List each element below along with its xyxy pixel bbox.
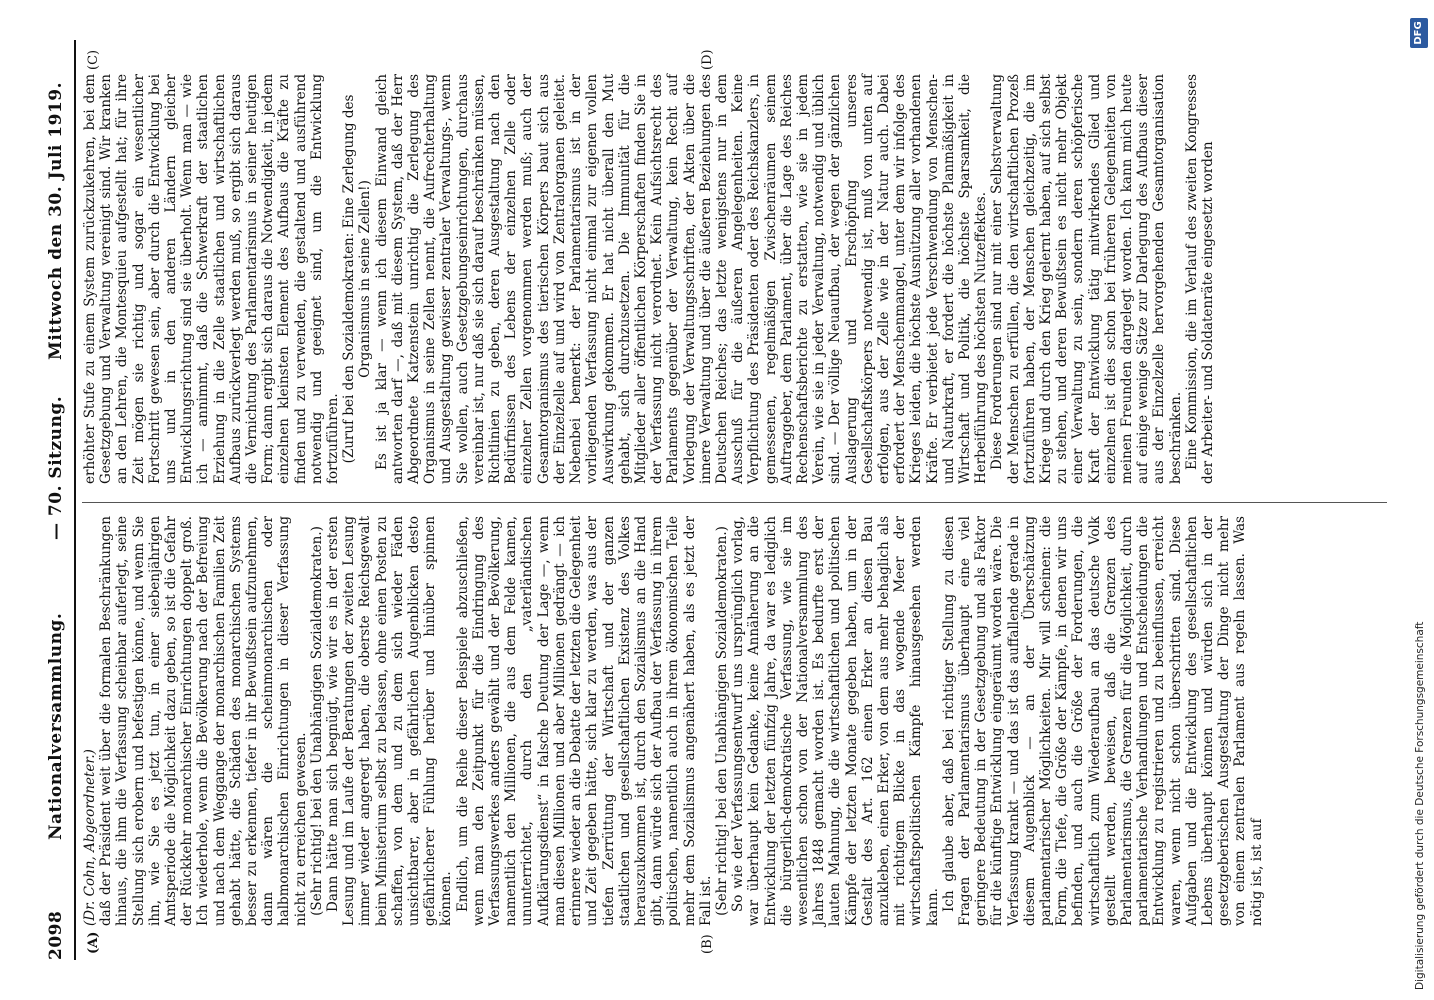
interjection: (Zuruf bei den Sozialdemokraten: Eine Zerlegung des Organismus in seine Zellen!) xyxy=(341,94,374,464)
right-text-column xyxy=(82,74,1216,484)
paragraph: Dann hätte man sich begnügt, wie wir es in der ersten Lesung und im Laufe der Beratungen der zweiten Lesung immer wieder angeregt haben, die oberste Reichsgewalt beim Ministerium selbst zu belassen, ohne einen Posten zu schaffen, von dem und zu dem sich wieder Fäden unsichtbarer, aber in gefährlichen Augenblicken desto gefährlicherer Fühlung herüber und hinüber spinnen können. xyxy=(325,516,455,926)
dfg-logo xyxy=(1410,18,1428,48)
paragraph: So wie der Verfassungsentwurf uns ursprünglich vorlag, war überhaupt kein Gedanke, keine Annäherung an die Entwicklung der letzten fünfzig Jahre, da war es lediglich die bürgerlich-demokratische Verfassung, wie sie im wesentlichen schon von der Nationalversammlung des Jahres 1848 gemacht worden ist. Es bedurfte erst der lauten Mahnung, die die wirtschaftlichen und politischen Kämpfe der letzten Monate gegeben haben, um in der Gestalt des Art. 162 einen Erker an diesen Bau anzukleben, einen Erker, von dem aus mehr behaglich als mit richtigem Blicke in das wogende Meer der wirtschaftspolitischen Kämpfe hinausgesehen werden kann. xyxy=(730,516,941,926)
column-separator xyxy=(82,502,1387,503)
session-date: Mittwoch den 30. Juli 1919. xyxy=(46,81,66,360)
session-label: — 70. Sitzung. xyxy=(46,395,66,540)
digitization-strip xyxy=(1408,10,1432,990)
page-number: 2098 xyxy=(46,910,66,960)
margin-marker-b: (B) xyxy=(700,934,715,954)
interjection: (Sehr richtig! bei den Unabhängigen Sozialdemokraten.) xyxy=(713,526,730,916)
paragraph: erhöhter Stufe zu einem System zurückzukehren, bei dem Gesetzgebung und Verwaltung vereinigt sind. Wir kranken an den Lehren, die Montesquieu aufgestellt hat; für ihre Zeit mögen sie richtig und sogar ein wesentlicher Fortschritt gewesen sein, aber durch die Entwicklung bei uns und in den anderen Ländern gleicher Entwicklungsrichtung sind sie überholt. Wenn man — wie ich — annimmt, daß die Schwerkraft der staatlichen Erziehung in die Zelle staatlichen und wirtschaftlichen Aufbaus zurückverlegt werden muß, so ergibt sich daraus die Vernichtung des Parlamentarismus in seiner heutigen Form; dann ergibt sich daraus die Notwendigkeit, in jedem einzelnen kleinsten Element des Aufbaus die Kräfte zu finden und zu verwenden, die gestaltend und ausführend notwendig und geeignet sind, um die Entwicklung fortzuführen. xyxy=(82,74,342,484)
interjection: (Sehr richtig! bei den Unabhängigen Sozialdemokraten.) xyxy=(308,526,325,916)
speaker-line: (Dr. Cohn, Abgeordneter.) xyxy=(82,749,98,926)
header-rule xyxy=(74,40,76,960)
left-text-column xyxy=(82,516,1265,926)
margin-marker-a: (A) xyxy=(86,931,101,954)
paragraph: Endlich, um die Reihe dieser Beispiele abzuschließen, wenn man den Zeitpunkt für die Eindringung des Verfassungswerkes anders gewählt und der Bevölkerung, namentlich den Millionen, die aus dem Felde kamen, ununterrichtet, durch den „vaterländischen Aufklärungsdienst“ in falsche Deutung der Lage —, wenn man diesen Millionen und aber Millionen gedrängt — ich erinnere wieder an die Debatte der letzten die Gelegenheit und Zeit gegeben hätte, sich klar zu werden, was aus der tiefen Zerrüttung der Wirtschaft und der ganzen staatlichen und gesellschaftlichen Existenz des Volkes herauszukommen ist, durch den Sozialismus an die Hand gibt, dann würde sich der Aufbau der Verfassung in ihrem politischen, namentlich auch in ihrem ökonomischen Teile mehr dem Sozialismus angenähert haben, als es jetzt der Fall ist. xyxy=(454,516,714,926)
paragraph: Diese Forderungen sind nur mit einer Selbstverwaltung der Menschen zu erfüllen, die den wirtschaftlichen Prozeß fortzuführen haben, der Menschen gleichzeitig, die im Kriege und durch den Krieg gelernt haben, auf sich selbst zu stehen, und deren Bewußtsein es nicht mehr Objekt einer Verwaltung zu sein, sondern deren schöpferische Kraft der Entwicklung tätig mitwirkendes Glied und einzelnen ist dies schon bei früheren Gelegenheiten von meinen Freunden dargelegt worden. Ich kann mich heute auf einige wenige Sätze zur Darlegung des Aufbaus dieser aus der Einzelzelle hervorgehenden Gesamtorganisation beschränken. xyxy=(989,74,1184,484)
publication-title: Nationalversammlung. xyxy=(46,612,66,840)
dfg-logo-text: DFG xyxy=(1413,21,1424,45)
paragraph: Eine Kommission, die im Verlauf des zweiten Kongresses der Arbeiter- und Soldatenräte eingesetzt worden xyxy=(1183,74,1217,484)
paragraph: Es ist ja klar — wenn ich diesem Einwand gleich antworten darf —, daß mit diesem System, daß der Herr Abgeordnete Katzenstein unrichtig die Zerlegung des Organismus in seine Zellen nennt, die Aufrechterhaltung und Ausgestaltung gewisser zentraler Verwaltungs-, wenn Sie wollen, auch Gesetzgebungseinrichtungen, durchaus vereinbar ist, nur daß sie sich darauf beschränken müssen, Richtlinien zu geben, deren Ausgestaltung nach den Bedürfnissen des Lebens der einzelnen Zelle oder einzelner Zellen vorgenommen werden muß; auch der Gesamtorganismus des tierischen Körpers baut sich aus der Einzelzelle auf und wird von Zentralorganen geleitet. Nebenbei bemerkt: der Parlamentarismus ist in der vorliegenden Verfassung nicht einmal zur eigenen vollen Auswirkung gekommen. Er hat nicht überall den Mut gehabt, sich durchzusetzen. Die Immunität für die Mitglieder aller öffentlichen Körperschaften finden Sie in der Verfassung nicht verordnet. Kein Aufsichtsrecht des Parlaments gegenüber der Verwaltung, kein Recht auf Vorlegung der Verwaltungsschriften, der Akten über die innere Verwaltung und über die äußeren Beziehungen des Deutschen Reiches; das letzte wenigstens nur in dem Ausschuß für die äußeren Angelegenheiten. Keine Verpflichtung des Präsidenten oder des Reichskanzlers, in gemessenen, regelmäßigen Zwischenräumen seinem Auftraggeber, dem Parlament, über die Lage des Reiches Rechenschaftsberichte zu erstatten, wie sie in jedem Verein, wie sie in jeder Verwaltung, notwendig und üblich sind. — Der völlige Neuaufbau, der wegen der gänzlichen Auslagerung und Erschöpfung unseres Gesellschaftskörpers notwendig ist, muß von unten auf erfolgen, aus der Zelle wie in der Natur auch. Dabei erfordert der Menschenmangel, unter dem wir infolge des Krieges leiden, die höchste Ausnützung aller vorhandenen Kräfte. Er verbietet jede Verschwendung von Menschen- und Naturkraft, er fordert die höchste Planmäßigkeit in Wirtschaft und Politik, die höchste Sparsamkeit, die Herbeiführung des höchsten Nutzeffektes. xyxy=(373,74,990,484)
paragraph: daß der Präsident weit über die formalen Beschränkungen hinaus, die ihm die Verfassung scheinbar auferlegt, seine Stellung sich erobern und befestigen könne, und wenn Sie ihn, wie Sie es jetzt tun, in einer siebenjährigen Amtsperiode die Möglichkeit dazu geben, so ist die Gefahr der Rückkehr monarchischer Einrichtungen doppelt groß. Ich wiederhole, wenn die Bevölkerung nach der Befreiung und nach dem Weggange der monarchischen Familien Zeit gehabt hätte, die Schäden des monarchischen Systems besser zu erkennen, tiefer in ihr Bewußtsein aufzunehmen, dann wären die scheinmonarchischen oder halbmonarchischen Einrichtungen in dieser Verfassung nicht zu erreichen gewesen. xyxy=(98,516,309,926)
digitization-note: Digitalisierung gefördert durch die Deutsche Forschungsgemeinschaft xyxy=(1414,621,1426,990)
page-header xyxy=(46,40,72,960)
margin-marker-d: (D) xyxy=(700,49,715,70)
paragraph: Ich glaube aber, daß bei richtiger Stellung zu diesen Fragen der Parlamentarismus überhaupt eine viel geringere Bedeutung in der Gesetzgebung und als Faktor für die künftige Entwicklung eingeräumt worden wäre. Die Verfassung krankt — und das ist das auffallende gerade in diesem Augenblick — an der Überschätzung parlamentarischer Möglichkeiten. Mir will scheinen: die Form, die Tiefe, die Größe der Kämpfe, in denen wir uns befinden, und auch die Größe der Forderungen, die wirtschaftlich zum Wiederaufbau an das deutsche Volk gestellt werden, beweisen, daß die Grenzen des Parlamentarismus, die Grenzen für die Möglichkeit, durch parlamentarische Verhandlungen und Entscheidungen die Entwicklung zu registrieren und zu beeinflussen, erreicht waren, wenn nicht schon überschritten sind. Diese Aufgaben und die Entwicklung des gesellschaftlichen Lebens überhaupt können und würden sich in der gesetzgeberischen Ausgestaltung der Dinge nicht mehr von einem zentralen Parlament aus regeln lassen. Was nötig ist, ist auf xyxy=(940,516,1265,926)
margin-marker-c: (C) xyxy=(86,49,101,70)
